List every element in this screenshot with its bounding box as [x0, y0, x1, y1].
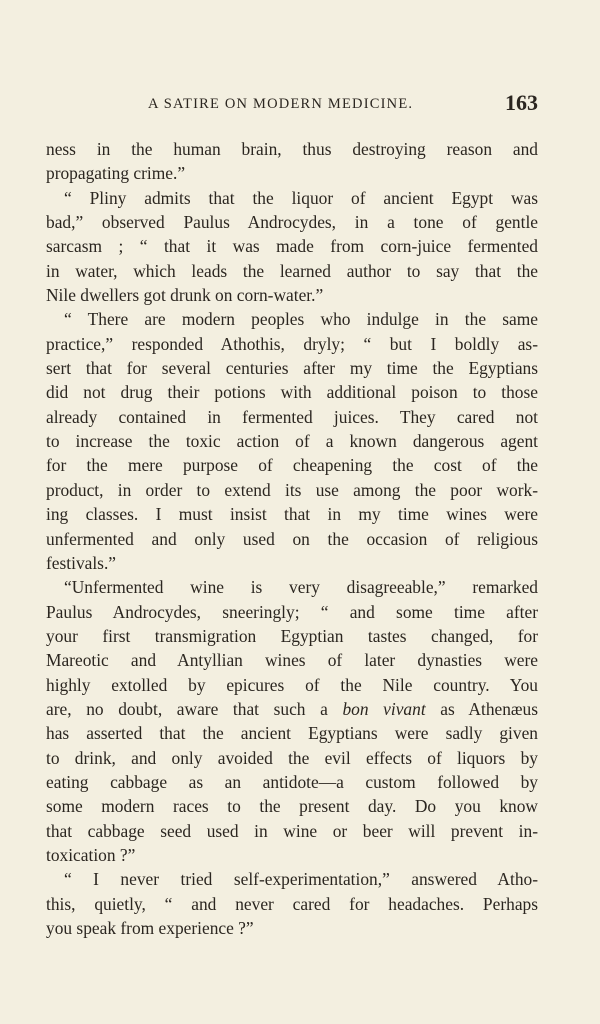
text-line: highly extolled by epicures of the Nile country. You [46, 674, 538, 695]
text-line: toxication ?” [46, 844, 136, 865]
text-line: “ I never tried self-experimentation,” answered Atho- [64, 869, 538, 890]
text-line: some modern races to the present day. Do you know [46, 796, 538, 817]
text-line: ing classes. I must insist that in my time wines were [46, 504, 538, 525]
text-line: for the mere purpose of cheapening the cost of the [46, 455, 538, 476]
italic-phrase: bon vivant [342, 698, 426, 719]
text-line: this, quietly, “ and never cared for headaches. Perhaps [46, 893, 538, 914]
text-line: to drink, and only avoided the evil effects of liquors by [46, 747, 538, 768]
text-line: sarcasm ; “ that it was made from corn-juice fermented [46, 236, 538, 257]
text-line: festivals.” [46, 552, 117, 573]
page-number: 163 [505, 90, 538, 115]
text-line: unfermented and only used on the occasion of religious [46, 528, 538, 549]
text-line: “ There are modern peoples who indulge in the same [64, 309, 538, 330]
page-header [46, 90, 538, 118]
text-line: “ Pliny admits that the liquor of ancient Egypt was [64, 187, 538, 208]
text-line: eating cabbage as an antidote—a custom followed by [46, 771, 538, 792]
text-line: Nile dwellers got drunk on corn-water.” [46, 285, 324, 306]
text-line: Paulus Androcydes, sneeringly; “ and some time after [46, 601, 538, 622]
text-line: you speak from experience ?” [46, 918, 254, 938]
text-line: Mareotic and Antyllian wines of later dynasties were [46, 650, 538, 671]
text-line: already contained in fermented juices. They cared not [46, 406, 538, 427]
running-title: A SATIRE ON MODERN MEDICINE. [148, 96, 414, 112]
text-line: propagating crime.” [46, 163, 186, 184]
text-line [46, 697, 538, 721]
text-line: product, in order to extend its use among the poor work- [46, 479, 538, 500]
text-line: practice,” responded Athothis, dryly; “ but I boldly as- [46, 333, 538, 354]
text-line: in water, which leads the learned author to say that the [46, 260, 538, 281]
text-line: did not drug their potions with additional poison to those [46, 382, 538, 403]
text-line: has asserted that the ancient Egyptians were sadly given [46, 723, 538, 744]
text-segment: are, no doubt, aware that such a [46, 698, 343, 719]
text-line: ness in the human brain, thus destroying reason and [46, 139, 538, 159]
text-line: bad,” observed Paulus Androcydes, in a tone of gentle [46, 212, 538, 233]
body-text [46, 137, 538, 940]
text-line: sert that for several centuries after my time the Egyptians [46, 358, 538, 379]
text-line: your first transmigration Egyptian tastes changed, for [46, 625, 538, 646]
text-line: that cabbage seed used in wine or beer will prevent in- [46, 820, 538, 841]
text-segment: as Athenæus [425, 698, 538, 719]
text-line: to increase the toxic action of a known dangerous agent [46, 431, 538, 452]
text-line: “Unfermented wine is very disagreeable,” remarked [64, 577, 538, 598]
